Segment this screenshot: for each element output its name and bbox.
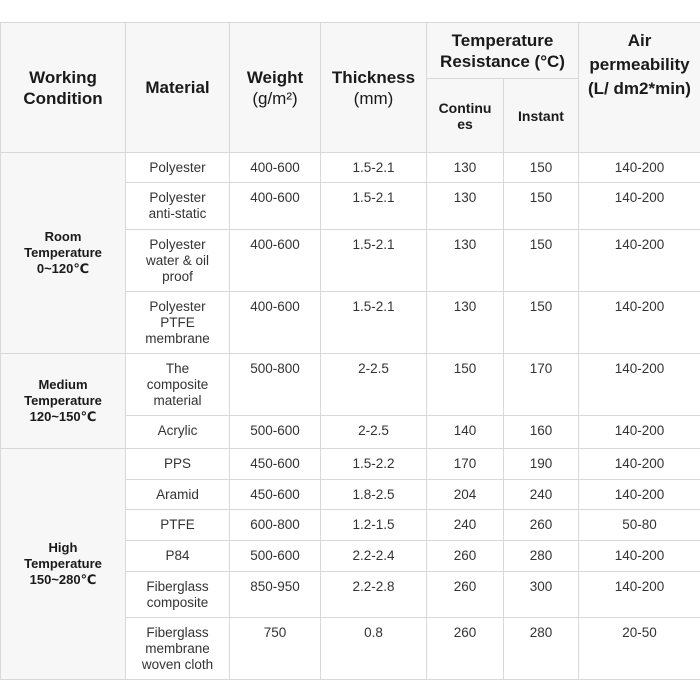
cell-continuous: 260 (427, 618, 504, 680)
cell-thickness: 1.2-1.5 (321, 510, 427, 541)
header-working-condition: Working Condition (1, 23, 126, 153)
cell-material: PPS (126, 449, 230, 480)
cell-weight: 500-600 (230, 541, 321, 572)
cell-material: PTFE (126, 510, 230, 541)
cell-air-permeability: 140-200 (579, 230, 700, 292)
cell-continuous: 240 (427, 510, 504, 541)
cell-weight: 850-950 (230, 572, 321, 618)
cell-continuous: 150 (427, 354, 504, 416)
cell-weight: 400-600 (230, 292, 321, 354)
cell-material: Acrylic (126, 416, 230, 449)
header-material: Material (126, 23, 230, 153)
cell-continuous: 170 (427, 449, 504, 480)
cell-instant: 240 (504, 480, 579, 510)
cell-air-permeability: 140-200 (579, 541, 700, 572)
header-thickness-unit: (mm) (353, 88, 394, 108)
cell-instant: 150 (504, 292, 579, 354)
condition-medium-temperature: Medium Temperature 120~150℃ (1, 354, 126, 449)
cell-thickness: 2-2.5 (321, 354, 427, 416)
cell-instant: 300 (504, 572, 579, 618)
cell-thickness: 0.8 (321, 618, 427, 680)
table-body (1, 153, 700, 680)
cell-weight: 500-800 (230, 354, 321, 416)
cell-weight: 750 (230, 618, 321, 680)
cell-thickness: 2.2-2.8 (321, 572, 427, 618)
header-temperature-resistance: Temperature Resistance (°C) (427, 23, 579, 79)
cell-material: Aramid (126, 480, 230, 510)
cell-material: Polyester PTFE membrane (126, 292, 230, 354)
cell-air-permeability: 140-200 (579, 153, 700, 183)
cell-material: The composite material (126, 354, 230, 416)
cell-material: Polyester water & oil proof (126, 230, 230, 292)
cell-thickness: 1.5-2.2 (321, 449, 427, 480)
cell-thickness: 1.5-2.1 (321, 292, 427, 354)
cell-weight: 400-600 (230, 153, 321, 183)
cell-continuous: 130 (427, 183, 504, 230)
cell-continuous: 140 (427, 416, 504, 449)
cell-continuous: 130 (427, 153, 504, 183)
cell-weight: 400-600 (230, 230, 321, 292)
cell-instant: 280 (504, 541, 579, 572)
cell-thickness: 1.5-2.1 (321, 153, 427, 183)
cell-thickness: 1.5-2.1 (321, 230, 427, 292)
cell-instant: 260 (504, 510, 579, 541)
cell-instant: 150 (504, 230, 579, 292)
spec-table-frame (0, 22, 700, 680)
condition-room-temperature: Room Temperature 0~120℃ (1, 153, 126, 354)
cell-air-permeability: 140-200 (579, 183, 700, 230)
cell-instant: 190 (504, 449, 579, 480)
table-row (1, 449, 700, 480)
header-instant: Instant (504, 79, 579, 153)
header-thickness: Thickness (mm) (321, 23, 427, 153)
cell-continuous: 130 (427, 292, 504, 354)
cell-instant: 150 (504, 183, 579, 230)
cell-air-permeability: 140-200 (579, 449, 700, 480)
cell-air-permeability: 140-200 (579, 416, 700, 449)
cell-material: Polyester anti-static (126, 183, 230, 230)
header-continuous: Continu es (427, 79, 504, 153)
cell-instant: 280 (504, 618, 579, 680)
table-row (1, 354, 700, 416)
cell-continuous: 130 (427, 230, 504, 292)
filter-material-spec-table (0, 22, 700, 680)
cell-continuous: 260 (427, 572, 504, 618)
cell-weight: 400-600 (230, 183, 321, 230)
cell-air-permeability: 140-200 (579, 480, 700, 510)
cell-instant: 150 (504, 153, 579, 183)
header-weight: Weight (g/m²) (230, 23, 321, 153)
cell-continuous: 204 (427, 480, 504, 510)
cell-instant: 170 (504, 354, 579, 416)
cell-air-permeability: 140-200 (579, 354, 700, 416)
cell-material: P84 (126, 541, 230, 572)
cell-air-permeability: 20-50 (579, 618, 700, 680)
cell-air-permeability: 140-200 (579, 572, 700, 618)
cell-material: Polyester (126, 153, 230, 183)
table-row (1, 153, 700, 183)
cell-weight: 450-600 (230, 480, 321, 510)
cell-material: Fiberglass composite (126, 572, 230, 618)
cell-instant: 160 (504, 416, 579, 449)
cell-air-permeability: 50-80 (579, 510, 700, 541)
cell-continuous: 260 (427, 541, 504, 572)
table-header (1, 23, 700, 153)
header-weight-unit: (g/m²) (252, 88, 298, 108)
cell-thickness: 2.2-2.4 (321, 541, 427, 572)
header-air-permeability: Air permeability (L/ dm2*min) (579, 23, 700, 153)
cell-weight: 500-600 (230, 416, 321, 449)
cell-thickness: 2-2.5 (321, 416, 427, 449)
header-air-permeability-unit: (L/ dm2*min) (588, 79, 691, 98)
cell-weight: 600-800 (230, 510, 321, 541)
condition-high-temperature: High Temperature 150~280℃ (1, 449, 126, 680)
cell-air-permeability: 140-200 (579, 292, 700, 354)
cell-weight: 450-600 (230, 449, 321, 480)
cell-material: Fiberglass membrane woven cloth (126, 618, 230, 680)
cell-thickness: 1.5-2.1 (321, 183, 427, 230)
cell-thickness: 1.8-2.5 (321, 480, 427, 510)
